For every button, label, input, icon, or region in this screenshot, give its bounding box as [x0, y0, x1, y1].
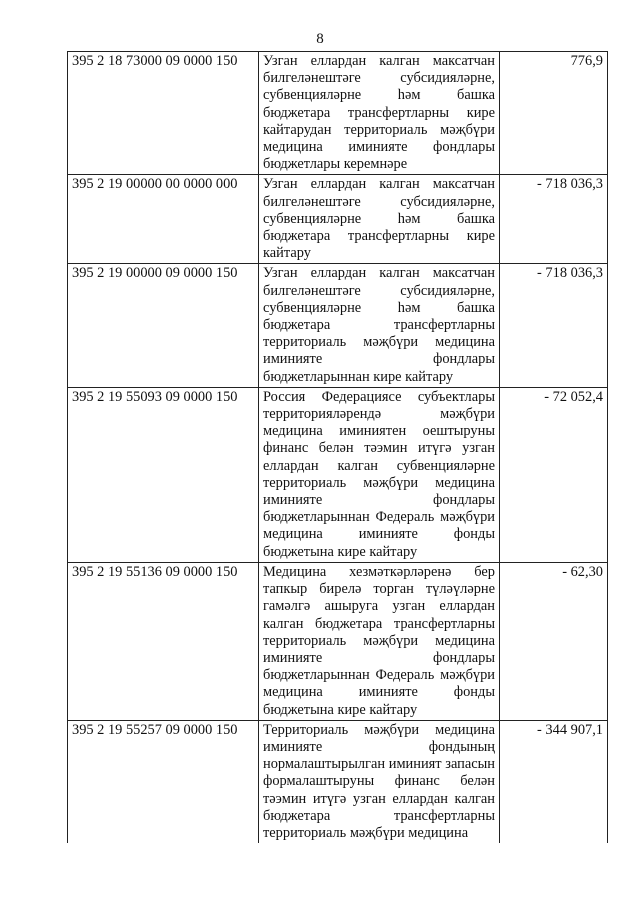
description-cell: Территориаль мәҗбүри медицина иминияте фондының нормалаштырылган иминият запасын формалаштыруны финанс белән тәэмин итүгә узган еллардан калган бюджетара трансфертларны территориаль мәҗбүри медицина	[259, 720, 500, 843]
budget-table	[67, 51, 608, 843]
description-cell: Медицина хезмәткәрләренә бер тапкыр бирелә торган түләүләрне гамәлгә ашыруга узган еллардан калган бюджетара трансфертларны территориаль мәҗбүри медицина иминияте фондлары бюджетларыннан Федераль мәҗбүри медицина иминияте фонды бюджетына кире кайтару	[259, 562, 500, 720]
table-row	[68, 175, 608, 264]
table-row	[68, 52, 608, 175]
amount-cell: - 718 036,3	[500, 175, 608, 264]
table-row	[68, 720, 608, 843]
description-cell: Узган еллардан калган максатчан билгеләнештәге субсидияләрне, субвенцияләрне һәм башка бюджетара трансфертларны территориаль мәҗбүри медицина иминияте фондлары бюджетларыннан кире кайтару	[259, 264, 500, 387]
page-number: 8	[316, 31, 324, 47]
amount-cell: - 344 907,1	[500, 720, 608, 843]
table-row	[68, 387, 608, 562]
table-row	[68, 264, 608, 387]
budget-code-cell: 395 2 19 55257 09 0000 150	[68, 720, 259, 843]
amount-cell: 776,9	[500, 52, 608, 175]
budget-code-cell: 395 2 19 00000 09 0000 150	[68, 264, 259, 387]
table-row	[68, 562, 608, 720]
description-cell: Узган еллардан калган максатчан билгеләнештәге субсидияләрне, субвенцияләрне һәм башка бюджетара трансфертларны кире кайтару	[259, 175, 500, 264]
budget-code-cell: 395 2 18 73000 09 0000 150	[68, 52, 259, 175]
budget-code-cell: 395 2 19 55093 09 0000 150	[68, 387, 259, 562]
budget-code-cell: 395 2 19 55136 09 0000 150	[68, 562, 259, 720]
description-cell: Узган еллардан калган максатчан билгеләнештәге субсидияләрне, субвенцияләрне һәм башка бюджетара трансфертларны кире кайтарудан территориаль мәҗбүри медицина иминияте фондлары бюджетлары керемнәре	[259, 52, 500, 175]
budget-code-cell: 395 2 19 00000 00 0000 000	[68, 175, 259, 264]
amount-cell: - 718 036,3	[500, 264, 608, 387]
amount-cell: - 62,30	[500, 562, 608, 720]
amount-cell: - 72 052,4	[500, 387, 608, 562]
description-cell: Россия Федерациясе субъектлары территорияләрендә мәҗбүри медицина иминиятен оештыруны финанс белән тәэмин итүгә узган еллардан калган субвенцияләрне территориаль мәҗбүри медицина иминияте фондлары бюджетларыннан Федераль мәҗбүри медицина иминияте фонды бюджетына кире кайтару	[259, 387, 500, 562]
